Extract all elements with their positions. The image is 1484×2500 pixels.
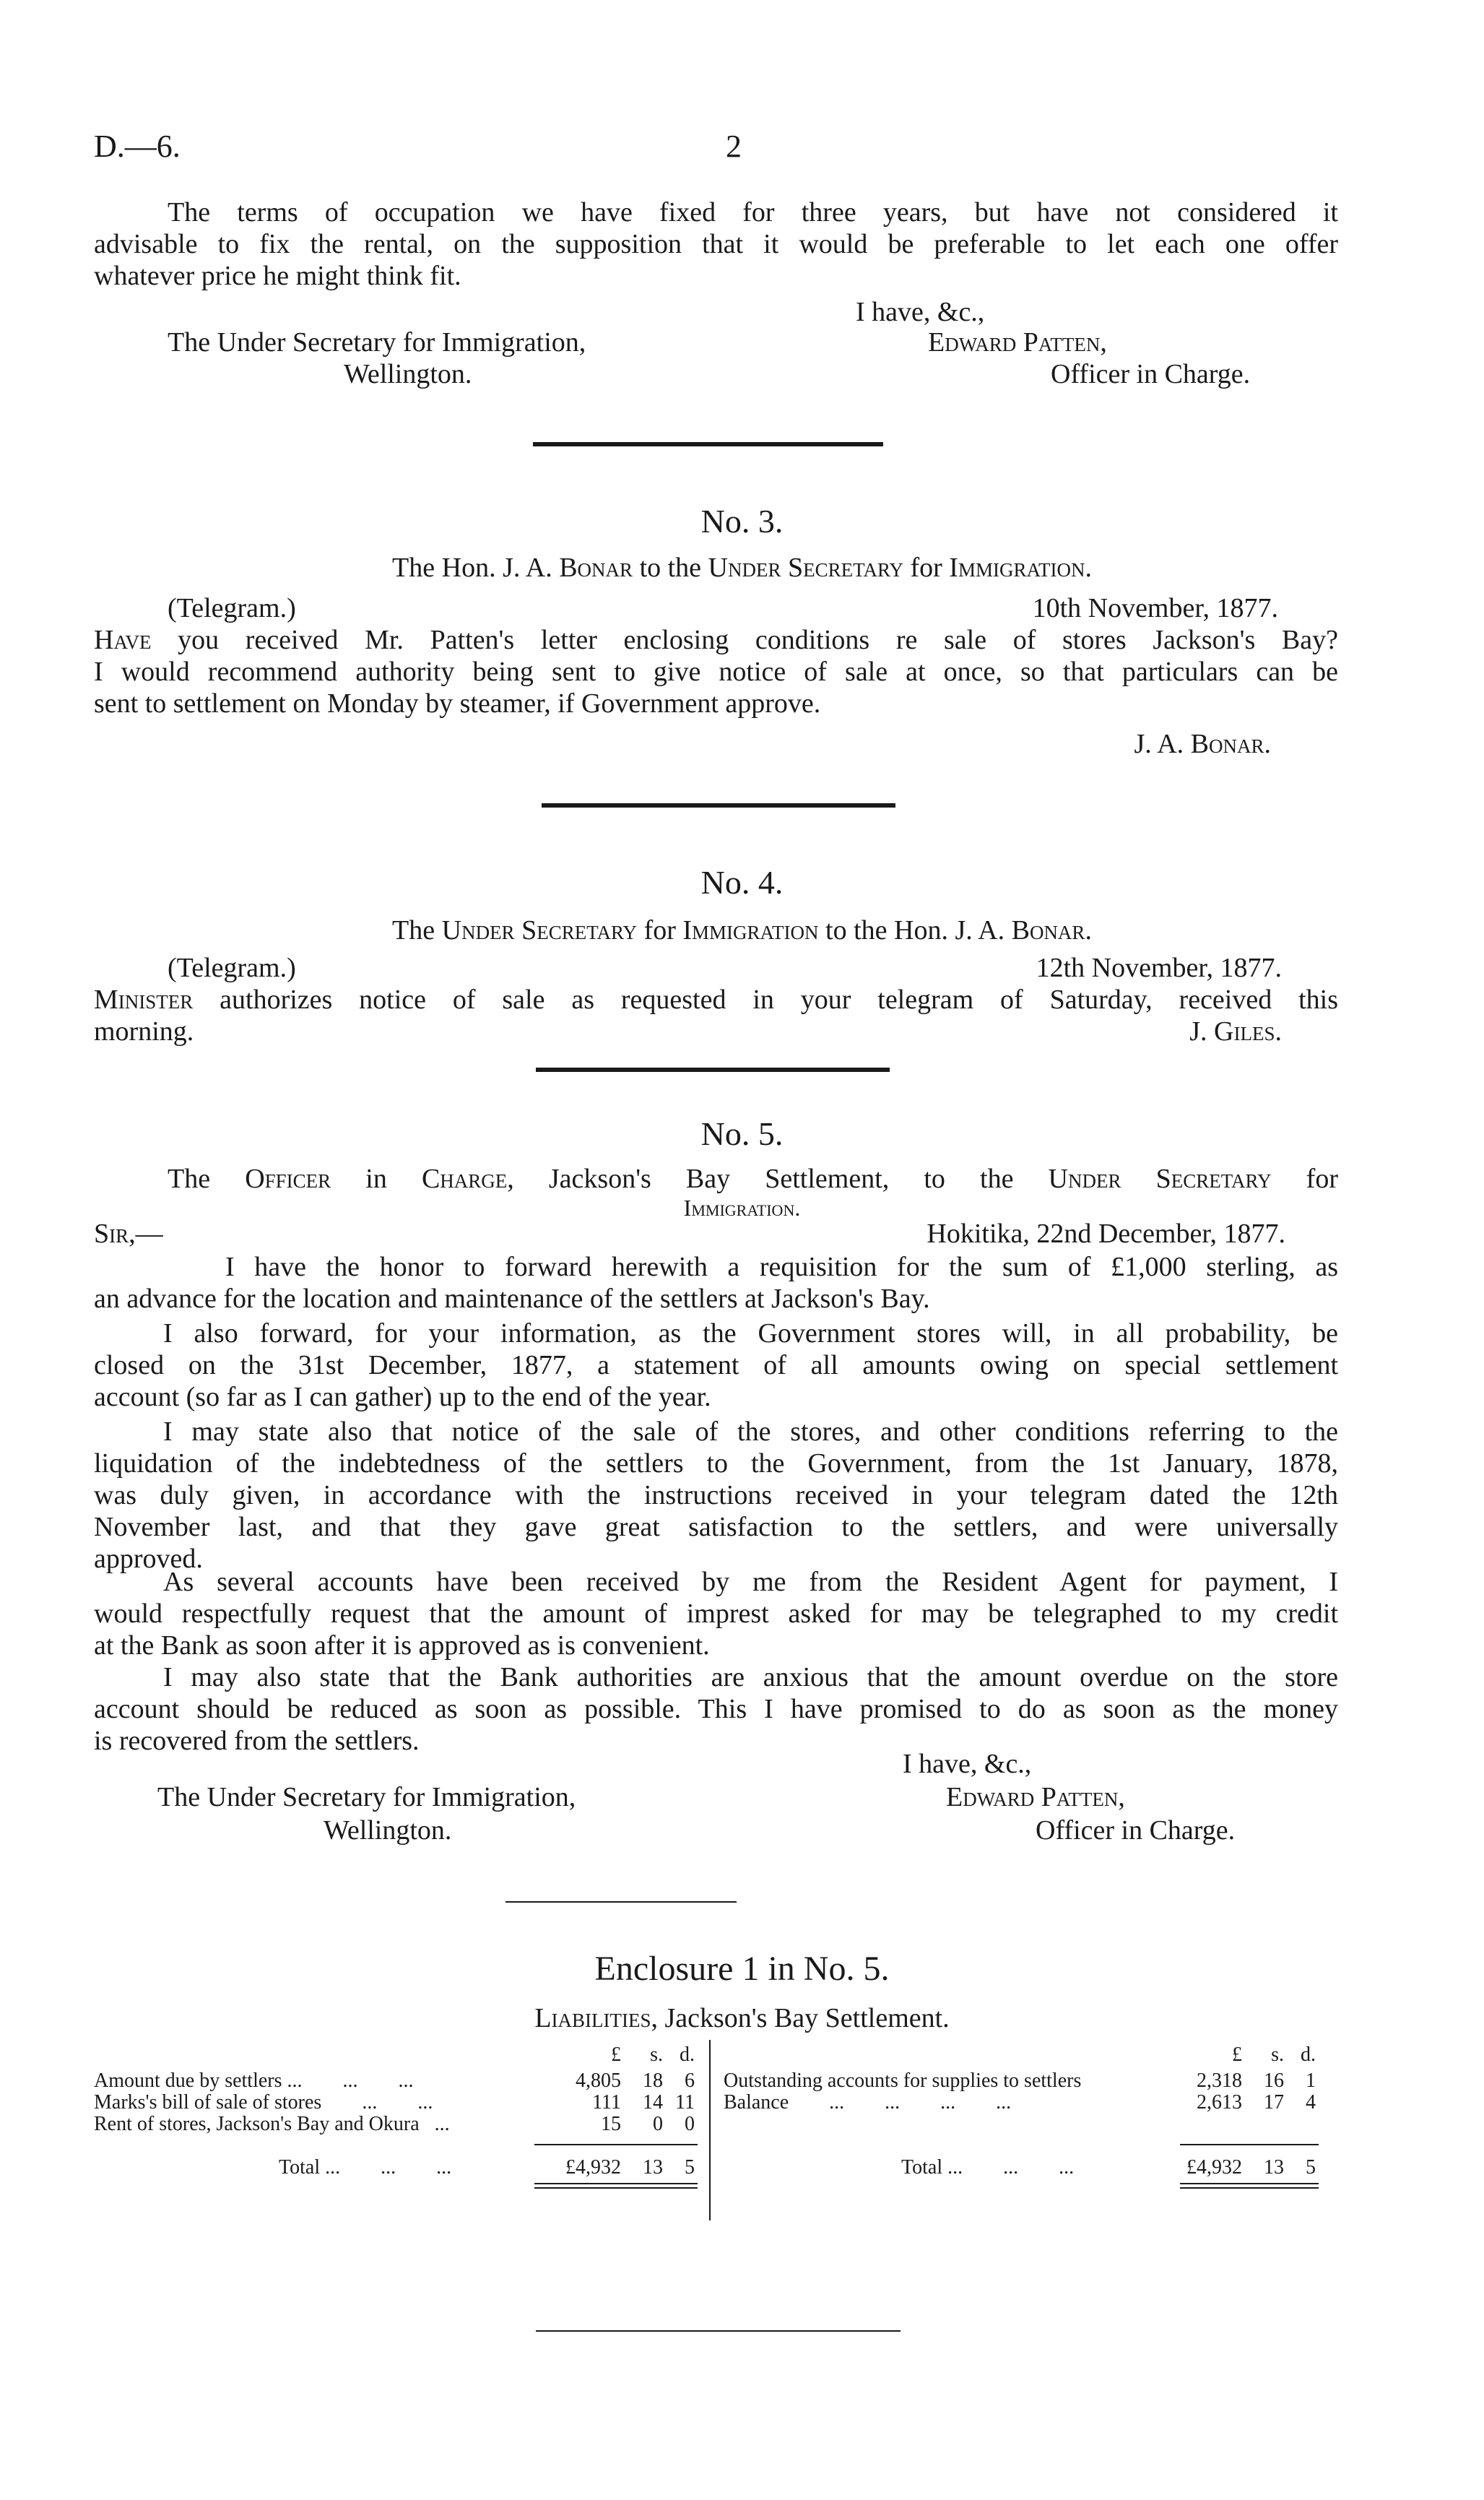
row-label: Marks's bill of sale of stores ... ... bbox=[94, 2091, 433, 2114]
column-header-shillings: s. bbox=[1271, 2043, 1284, 2066]
row-pence: 1 bbox=[1306, 2069, 1316, 2092]
salutation: Sir,— bbox=[94, 1219, 163, 1249]
section-title-cont: Immigration. bbox=[683, 1195, 801, 1221]
column-header-shillings: s. bbox=[650, 2043, 663, 2066]
total-pence: 5 bbox=[1306, 2156, 1316, 2179]
paragraph-line: account should be reduced as soon as possible. This I have promised to do as soon as the money bbox=[94, 1694, 1338, 1724]
column-header-pounds: £ bbox=[1232, 2043, 1242, 2066]
signature-title: Officer in Charge. bbox=[1036, 1815, 1236, 1846]
paragraph-line: was duly given, in accordance with the instructions received in your telegram dated the 12th bbox=[94, 1480, 1338, 1510]
row-shillings: 18 bbox=[643, 2069, 663, 2092]
signature: J. A. Bonar. bbox=[1134, 729, 1271, 759]
paragraph-line: advisable to fix the rental, on the supposition that it would be preferable to let each one offer bbox=[94, 229, 1338, 259]
row-pounds: 4,805 bbox=[576, 2069, 621, 2092]
double-rule bbox=[1180, 2187, 1319, 2189]
section-divider bbox=[542, 803, 895, 808]
table-divider bbox=[709, 2040, 711, 2220]
row-label: Rent of stores, Jackson's Bay and Okura ... bbox=[94, 2113, 450, 2135]
section-divider bbox=[536, 1068, 890, 1072]
section-divider bbox=[536, 2330, 901, 2332]
column-header-pounds: £ bbox=[611, 2043, 621, 2066]
paragraph-line: is recovered from the settlers. bbox=[94, 1726, 420, 1756]
row-pence: 0 bbox=[685, 2113, 695, 2135]
total-label: Total ... ... ... bbox=[279, 2156, 452, 2179]
paragraph-line: at the Bank as soon after it is approved as is convenient. bbox=[94, 1630, 710, 1661]
row-pounds: 2,318 bbox=[1197, 2069, 1242, 2092]
row-shillings: 0 bbox=[653, 2113, 663, 2135]
telegram-label: (Telegram.) bbox=[168, 593, 296, 623]
signature: Edward Patten, bbox=[946, 1782, 1125, 1812]
double-rule bbox=[1180, 2183, 1319, 2184]
paragraph-line: I would recommend authority being sent to give notice of sale at once, so that particulars can be bbox=[94, 657, 1338, 687]
addressee-city: Wellington. bbox=[324, 1815, 452, 1846]
paragraph-line: liquidation of the indebtedness of the settlers to the Government, from the 1st January, 1878, bbox=[94, 1448, 1338, 1479]
signature-title: Officer in Charge. bbox=[1051, 359, 1251, 389]
row-shillings: 16 bbox=[1264, 2069, 1284, 2092]
paragraph-line: As several accounts have been received by me from the Resident Agent for payment, I bbox=[163, 1567, 1338, 1597]
closing: I have, &c., bbox=[903, 1749, 1032, 1779]
paragraph-line: Minister authorizes notice of sale as requested in your telegram of Saturday, received this bbox=[94, 985, 1338, 1015]
sum-rule bbox=[534, 2144, 698, 2145]
total-pounds: £4,932 bbox=[1186, 2156, 1242, 2179]
row-pounds: 15 bbox=[601, 2113, 621, 2135]
paragraph-line: would respectfully request that the amount of imprest asked for may be telegraphed to my credit bbox=[94, 1599, 1338, 1629]
telegram-date: 12th November, 1877. bbox=[1036, 953, 1282, 983]
paragraph-line: The terms of occupation we have fixed for three years, but have not considered it bbox=[168, 197, 1338, 228]
section-divider bbox=[533, 442, 883, 446]
section-number: No. 3. bbox=[700, 503, 784, 540]
total-pence: 5 bbox=[685, 2156, 695, 2179]
paragraph-line: I may also state that the Bank authorities are anxious that the amount overdue on the store bbox=[163, 1662, 1338, 1692]
enclosure-title: Enclosure 1 in No. 5. bbox=[594, 1950, 890, 1988]
row-shillings: 17 bbox=[1264, 2091, 1284, 2114]
paragraph-line: I may state also that notice of the sale of the stores, and other conditions referring to the bbox=[163, 1416, 1338, 1447]
paragraph-line: I have the honor to forward herewith a requisition for the sum of £1,000 sterling, as bbox=[225, 1252, 1338, 1282]
paragraph-line: whatever price he might think fit. bbox=[94, 261, 461, 291]
section-divider bbox=[505, 1901, 737, 1903]
sum-rule bbox=[1180, 2144, 1319, 2145]
paragraph-line: approved. bbox=[94, 1544, 203, 1574]
column-header-pence: d. bbox=[1301, 2043, 1316, 2066]
section-number: No. 4. bbox=[700, 864, 784, 901]
paragraph-line: sent to settlement on Monday by steamer, if Government approve. bbox=[94, 688, 821, 719]
section-number: No. 5. bbox=[700, 1115, 784, 1152]
row-shillings: 14 bbox=[643, 2091, 663, 2114]
telegram-label: (Telegram.) bbox=[168, 953, 296, 983]
row-label: Amount due by settlers ... ... ... bbox=[94, 2069, 414, 2092]
total-label: Total ... ... ... bbox=[901, 2156, 1075, 2179]
paragraph-line: an advance for the location and maintenance of the settlers at Jackson's Bay. bbox=[94, 1284, 930, 1314]
double-rule bbox=[534, 2187, 698, 2189]
section-title: The Under Secretary for Immigration to the Hon. J. A. Bonar. bbox=[392, 915, 1092, 946]
total-shillings: 13 bbox=[643, 2156, 663, 2179]
row-label: Balance ... ... ... ... bbox=[724, 2091, 1012, 2114]
row-pence: 4 bbox=[1306, 2091, 1316, 2114]
paragraph-line: closed on the 31st December, 1877, a statement of all amounts owing on special settlement bbox=[94, 1350, 1338, 1380]
place-date: Hokitika, 22nd December, 1877. bbox=[927, 1219, 1285, 1249]
paragraph-line: I also forward, for your information, as the Government stores will, in all probability, be bbox=[163, 1318, 1338, 1349]
row-pence: 6 bbox=[685, 2069, 695, 2092]
addressee: The Under Secretary for Immigration, bbox=[168, 327, 586, 358]
double-rule bbox=[534, 2183, 698, 2184]
enclosure-subtitle: Liabilities, Jackson's Bay Settlement. bbox=[534, 2003, 950, 2033]
paragraph-line: morning. bbox=[94, 1016, 194, 1047]
paragraph-line: account (so far as I can gather) up to the end of the year. bbox=[94, 1382, 711, 1412]
addressee: The Under Secretary for Immigration, bbox=[157, 1782, 576, 1812]
signature: J. Giles. bbox=[1189, 1016, 1282, 1047]
row-label: Outstanding accounts for supplies to settlers bbox=[724, 2069, 1082, 2092]
telegram-date: 10th November, 1877. bbox=[1032, 593, 1278, 623]
row-pounds: 2,613 bbox=[1197, 2091, 1242, 2114]
paragraph-line: November last, and that they gave great satisfaction to the settlers, and were universally bbox=[94, 1512, 1338, 1542]
paragraph-line: Have you received Mr. Patten's letter enclosing conditions re sale of stores Jackson's Bay? bbox=[94, 625, 1338, 655]
total-shillings: 13 bbox=[1264, 2156, 1284, 2179]
section-title: The Officer in Charge, Jackson's Bay Settlement, to the Under Secretary for bbox=[168, 1164, 1338, 1194]
total-pounds: £4,932 bbox=[565, 2156, 621, 2179]
row-pence: 11 bbox=[675, 2091, 695, 2114]
running-head-ref: D.—6. bbox=[94, 129, 181, 164]
section-title: The Hon. J. A. Bonar to the Under Secretary for Immigration. bbox=[392, 553, 1092, 583]
row-pounds: 111 bbox=[592, 2091, 621, 2114]
closing: I have, &c., bbox=[856, 297, 985, 327]
addressee-city: Wellington. bbox=[344, 359, 472, 389]
signature: Edward Patten, bbox=[928, 327, 1107, 358]
column-header-pence: d. bbox=[680, 2043, 695, 2066]
page-number: 2 bbox=[726, 129, 742, 164]
